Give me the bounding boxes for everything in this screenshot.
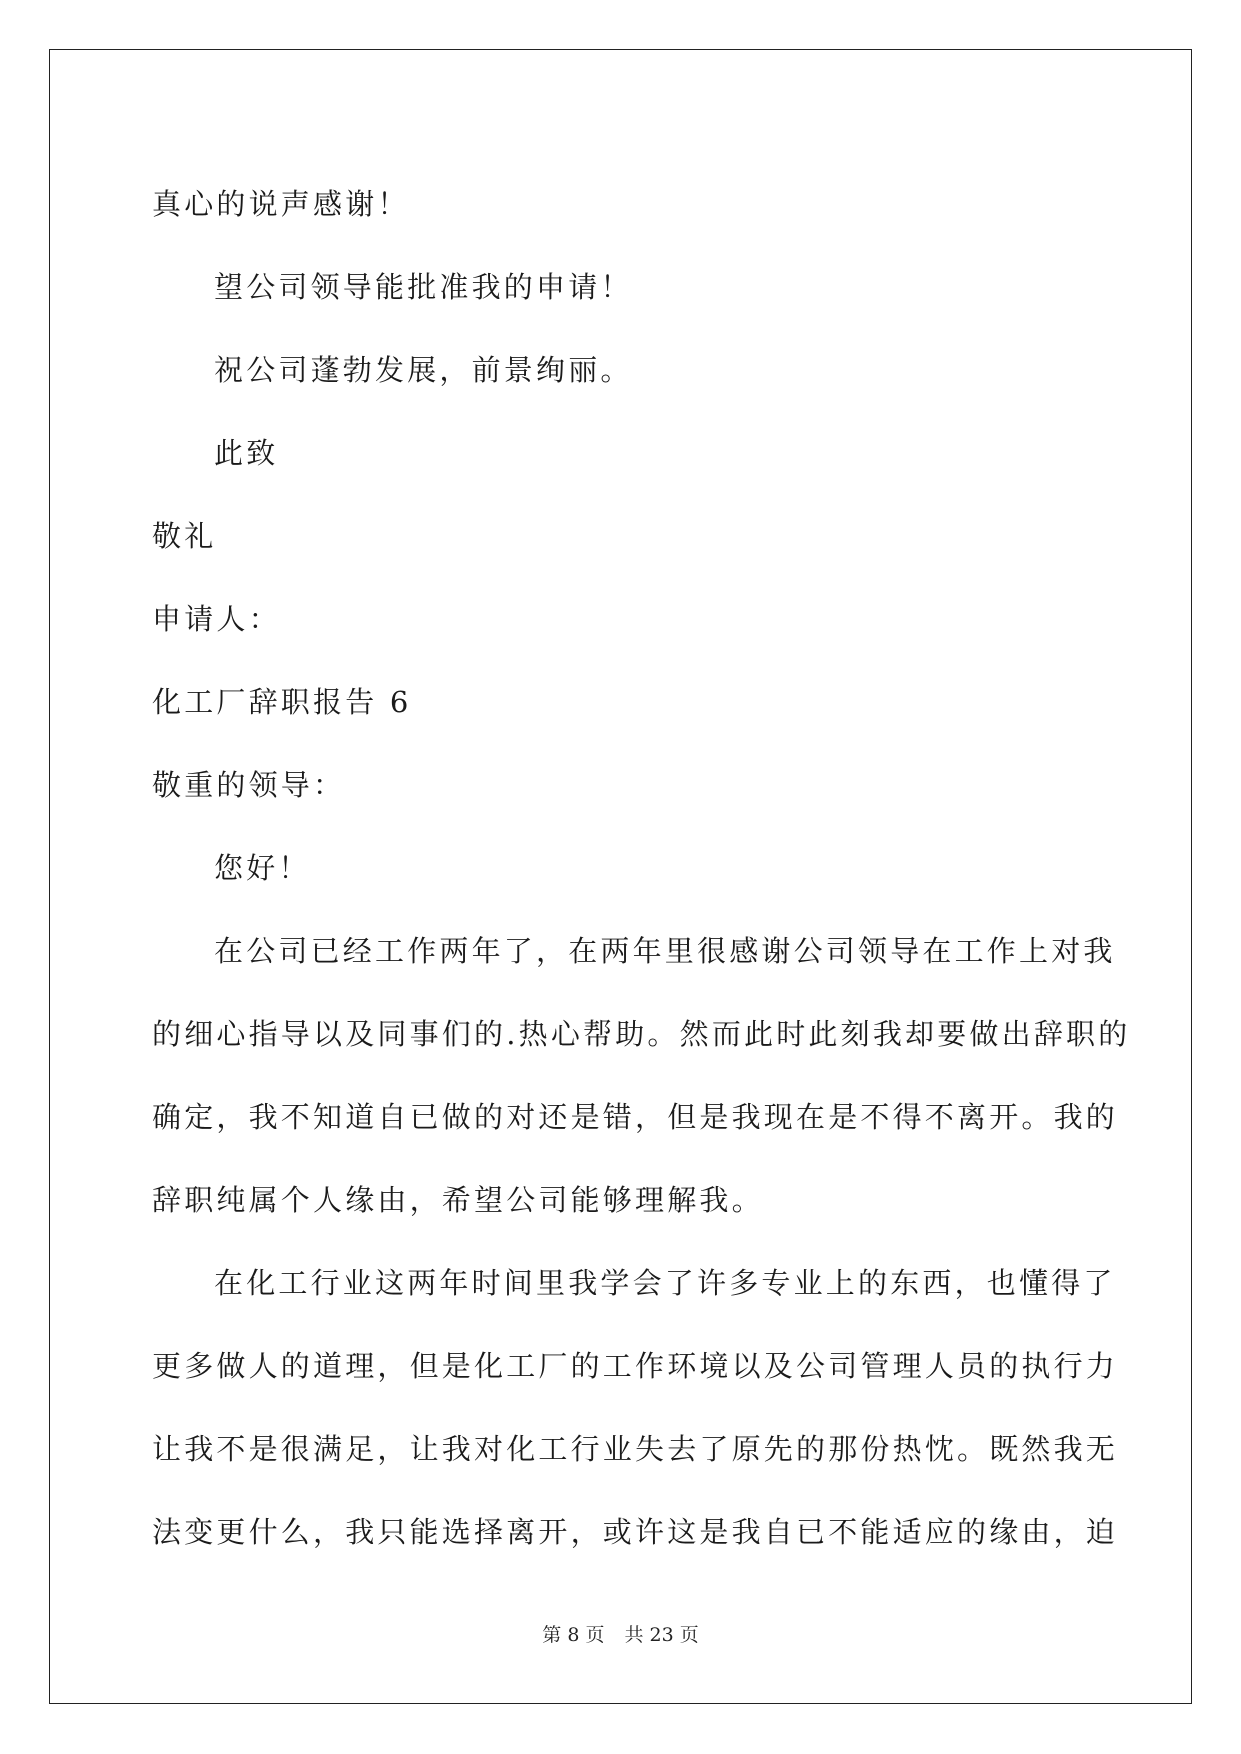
paragraph-2-line-4: 法变更什么，我只能选择离开，或许这是我自已不能适应的缘由，迫 (152, 1515, 1119, 1549)
text-line-6: 申请人： (152, 602, 281, 636)
paragraph-1-line-4: 辞职纯属个人缘由，希望公司能够理解我。 (152, 1183, 764, 1217)
paragraph-2-line-2: 更多做人的道理，但是化工厂的工作环境以及公司管理人员的执行力 (152, 1349, 1119, 1383)
page-total: 共 23 页 (624, 1624, 699, 1646)
paragraph-1-line-2: 的细心指导以及同事们的.热心帮助。然而此时此刻我却要做出辞职的 (152, 1017, 1131, 1051)
text-line-3: 祝公司蓬勃发展，前景绚丽。 (214, 353, 633, 387)
text-line-1: 真心的说声感谢！ (152, 187, 410, 221)
salutation: 敬重的领导： (152, 768, 346, 802)
greeting: 您好！ (214, 851, 311, 885)
paragraph-1-line-3: 确定，我不知道自已做的对还是错，但是我现在是不得不离开。我的 (152, 1100, 1119, 1134)
text-line-2: 望公司领导能批准我的申请！ (214, 270, 633, 304)
page-footer (0, 1620, 1241, 1647)
paragraph-1-line-1: 在公司已经工作两年了，在两年里很感谢公司领导在工作上对我 (214, 934, 1116, 968)
text-line-5: 敬礼 (152, 519, 217, 553)
page-number: 第 8 页 (542, 1624, 605, 1646)
paragraph-2-line-1: 在化工行业这两年时间里我学会了许多专业上的东西，也懂得了 (214, 1266, 1116, 1300)
text-line-4: 此致 (214, 436, 279, 470)
section-heading: 化工厂辞职报告 6 (152, 685, 412, 719)
document-body (152, 163, 1131, 1574)
paragraph-2-line-3: 让我不是很满足，让我对化工行业失去了原先的那份热忱。既然我无 (152, 1432, 1119, 1466)
